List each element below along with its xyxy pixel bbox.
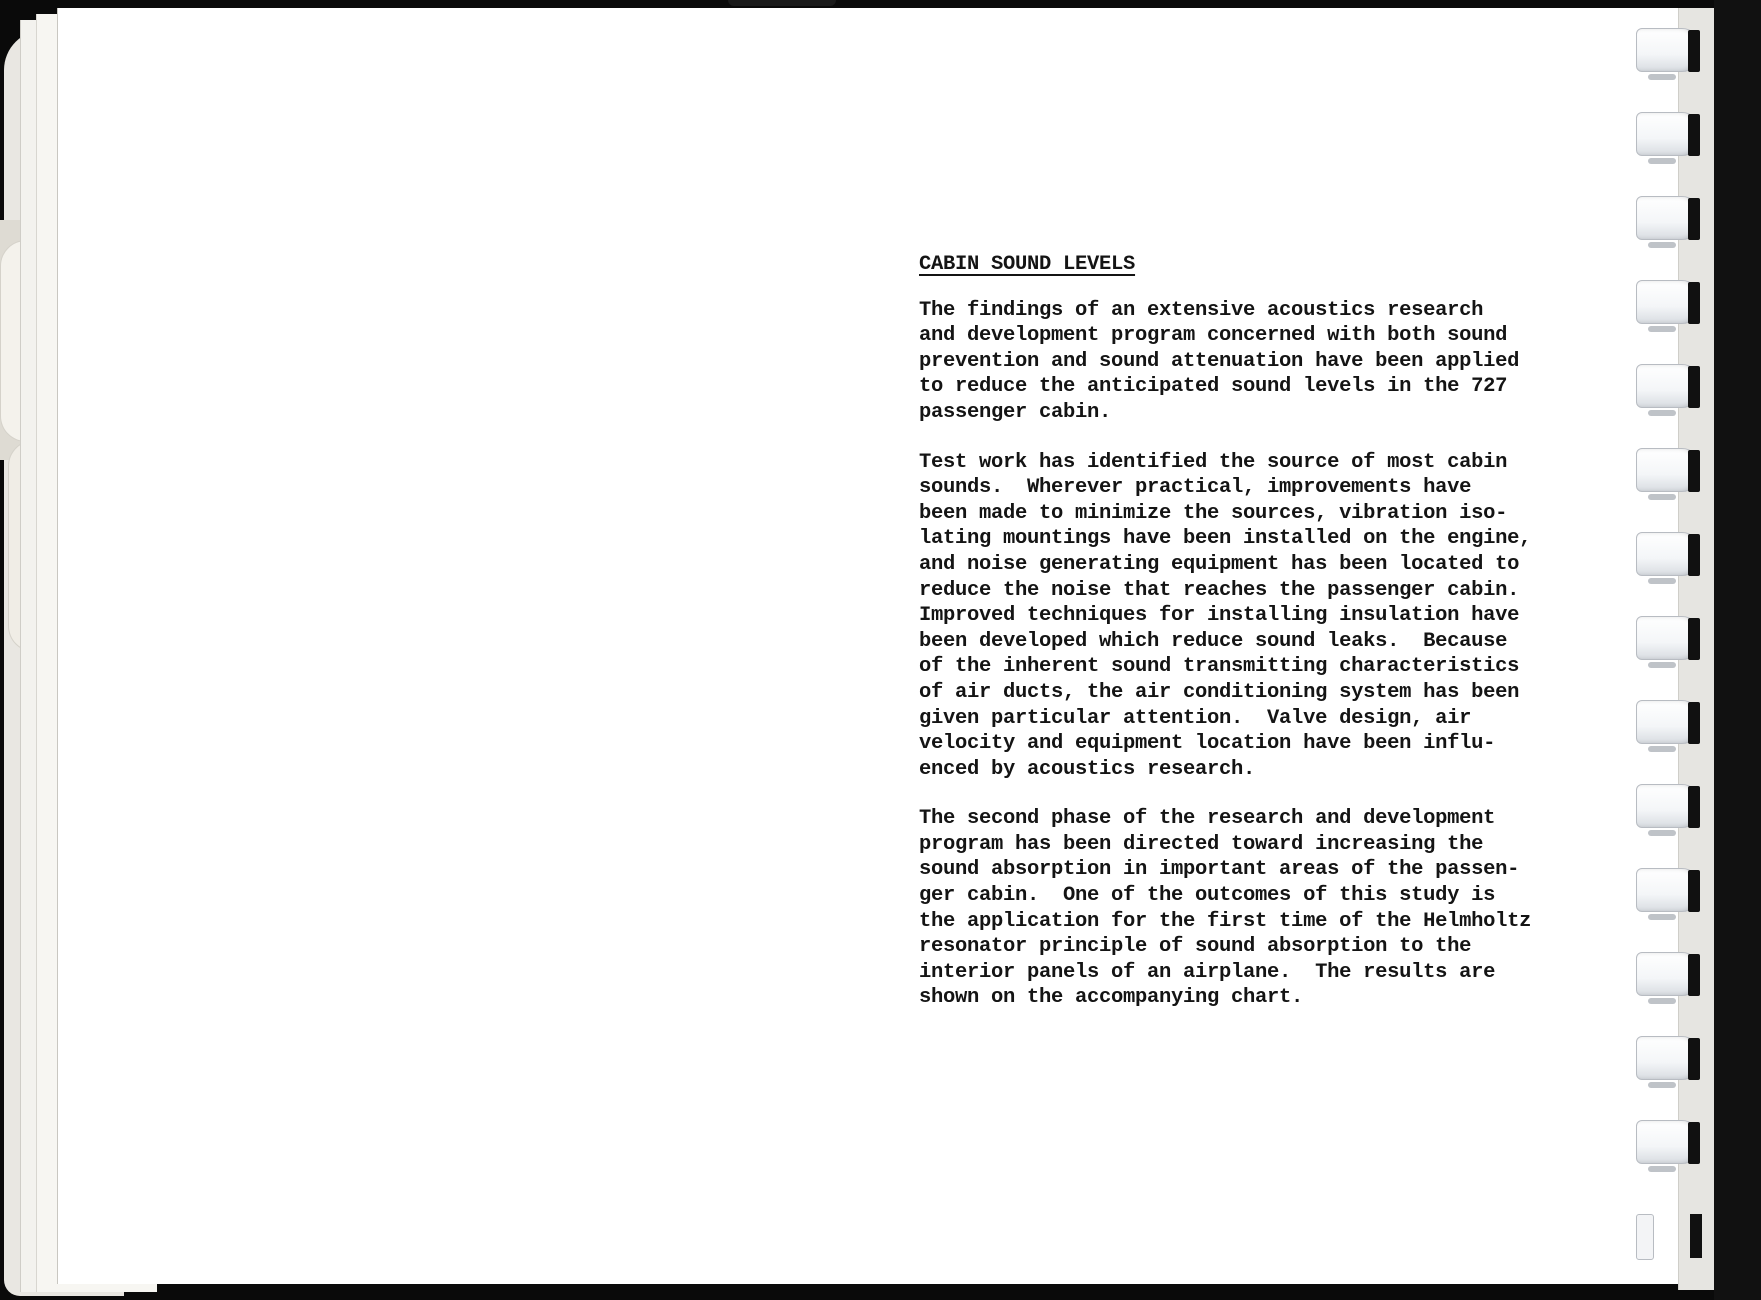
binding-ring-shadow (1648, 158, 1676, 164)
binding-ring-shadow (1648, 74, 1676, 80)
top-edge-notch (728, 0, 836, 6)
paragraph-1: The findings of an extensive acoustics research and development program concerned with both sound prevention and sound attenuation have been applied to reduce the anticipated sound levels in the 727 passenger cabin. (919, 298, 1520, 424)
section-heading: CABIN SOUND LEVELS (919, 253, 1136, 276)
binding-ring-back (1688, 282, 1700, 324)
binding-ring-back (1688, 870, 1700, 912)
binding-ring-shadow (1648, 998, 1676, 1004)
binding-ring-shadow (1648, 746, 1676, 752)
binding-ring-shadow (1648, 410, 1676, 416)
paragraph-2: Test work has identified the source of most cabin sounds. Wherever practical, improvements have been made to minimize the sources, vibration iso- lating mountings have been installed on the engine, and noise generating equipment has been located to reduce the noise that reaches the passenger cabin. Improved techniques for installing insulation have been developed which reduce sound leaks. Because of the inherent sound transmitting characteristics of air ducts, the air conditioning system has been given particular attention. Valve design, air velocity and equipment location have been influ- enced by acoustics research. (919, 450, 1532, 781)
paragraph-3: The second phase of the research and development program has been directed toward increasing the sound absorption in important areas of the passen- ger cabin. One of the outcomes of this study is the application for the first time of the Helmholtz resonator principle of sound absorption to the interior panels of an airplane. The results are shown on the accompanying chart. (919, 807, 1532, 1010)
binding-ring-shadow (1648, 1082, 1676, 1088)
binding-ring-back (1688, 114, 1700, 156)
binding-ring-back (1688, 450, 1700, 492)
binding-ring-shadow (1648, 578, 1676, 584)
binding-ring-back (1688, 198, 1700, 240)
binding-ring-back (1688, 534, 1700, 576)
binding-ring-back (1688, 702, 1700, 744)
binding-spine (1714, 0, 1761, 1300)
binding-ring-shadow (1648, 326, 1676, 332)
binding-ring-back (1688, 954, 1700, 996)
binding-ring-shadow (1648, 494, 1676, 500)
binding-ring-shadow (1648, 830, 1676, 836)
binding-ring-back (1688, 1122, 1700, 1164)
binding-ring-back (1688, 786, 1700, 828)
binding-ring-partial (1636, 1214, 1654, 1260)
binding-ring-back (1688, 366, 1700, 408)
binding-ring-partial-back (1690, 1214, 1702, 1258)
binding-ring-shadow (1648, 242, 1676, 248)
binding-ring-shadow (1648, 662, 1676, 668)
binding-ring-shadow (1648, 914, 1676, 920)
binding-ring-shadow (1648, 1166, 1676, 1172)
binding-ring-back (1688, 30, 1700, 72)
document-text (919, 252, 1579, 1035)
binding-ring-back (1688, 618, 1700, 660)
binding-ring-back (1688, 1038, 1700, 1080)
